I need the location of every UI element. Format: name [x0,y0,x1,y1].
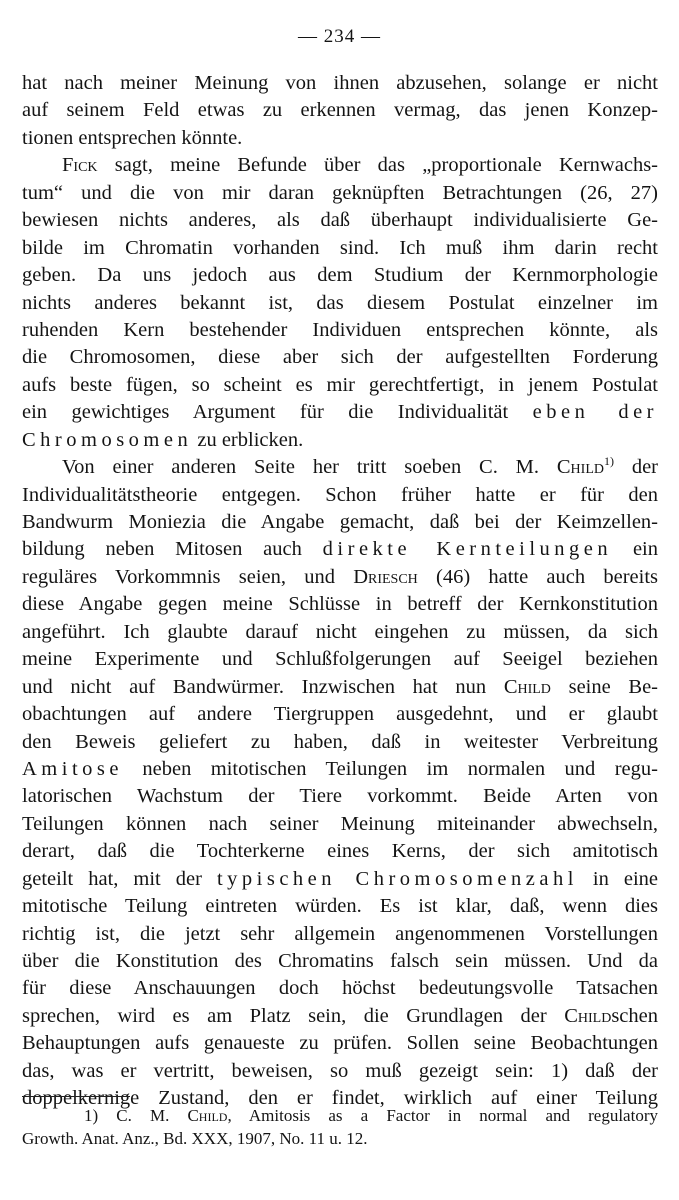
text-span: 1) C. M. [84,1106,188,1125]
spaced-emphasis: typischen Chromosomenzahl [216,867,578,890]
text-line: das, was er vertritt, beweisen, so muß gezeigt sein: 1) daß der [22,1059,658,1082]
text-span: (46) hatte auch bereits [417,565,658,588]
text-line: doppelkernige Zustand, den er findet, wirklich auf einer Teilung [22,1087,658,1110]
text-span: in eine [577,867,658,890]
author-name: Child [564,1004,612,1027]
text-line [22,152,658,179]
text-span: sagt, meine Befunde über das „proportionale Kernwachs- [97,154,658,177]
text-line: die Chromosomen, diese aber sich der aufgestellten Forderung [22,346,658,369]
text-line: diese Angabe gegen meine Schlüsse in betreff der Kernkonstitution [22,593,658,616]
text-line [22,756,658,783]
text-line: ruhenden Kern bestehender Individuen entsprechen könnte, als [22,318,658,341]
author-name: Fick [62,154,98,177]
text-line: tionen entsprechen könnte. [22,126,243,149]
text-line [22,536,658,563]
text-span: Von einer anderen Seite her tritt soeben C. M. [62,456,557,479]
text-line [22,564,658,591]
text-line: angeführt. Ich glaubte darauf nicht eingehen zu müssen, da sich [22,620,658,643]
text-line: latorischen Wachstum der Tiere vorkommt. Beide Arten von [22,785,658,808]
text-span: zu erblicken. [192,428,304,451]
footnote [22,1104,658,1150]
main-text [22,70,658,1113]
footnote-line: Growth. Anat. Anz., Bd. XXX, 1907, No. 11 u. 12. [22,1129,368,1148]
text-line: geben. Da uns jedoch aus dem Studium der Kernmorphologie [22,264,658,287]
text-line [22,674,658,701]
text-span: sprechen, wird es am Platz sein, die Grundlagen der [22,1004,547,1027]
text-span: ein gewichtiges Argument für die Individualität [22,401,533,424]
text-span: schen [611,1004,659,1027]
text-span: und nicht auf Bandwürmer. Inzwischen hat nun [22,675,487,698]
text-span: ein [612,538,658,561]
spaced-emphasis: direkte Kernteilungen [322,538,613,561]
author-name: Child [187,1106,228,1125]
text-span: geteilt hat, mit der [22,867,217,890]
text-line: bewiesen nichts anderes, als daß überhaupt individualisierte Ge- [22,209,658,232]
text-line [22,1003,658,1030]
text-line: bilde im Chromatin vorhanden sind. Ich muß ihm darin recht [22,236,658,259]
text-line: obachtungen auf andere Tiergruppen ausgedehnt, und er glaubt [22,703,658,726]
text-span: der [613,456,658,479]
text-line: derart, daß die Tochterkerne eines Kerns, der sich amitotisch [22,840,658,863]
text-span: seine Be- [550,675,658,698]
text-line: Behauptungen aufs genaueste zu prüfen. Sollen seine Beobachtungen [22,1032,658,1055]
text-span: reguläres Vorkommnis seien, und [22,565,354,588]
text-line: richtig ist, die jetzt sehr allgemein angenommenen Vorstellungen [22,922,658,945]
spaced-emphasis: Chromosomen [22,428,193,451]
author-name: Driesch [353,565,418,588]
text-line: für diese Anschauungen doch höchst bedeutungsvolle Tatsachen [22,977,658,1000]
footnote-line [22,1104,658,1127]
text-span: neben mitotischen Teilungen im normalen und regu- [122,757,658,780]
text-line: Teilungen können nach seiner Meinung miteinander abwechseln, [22,812,658,835]
text-line: Individualitätstheorie entgegen. Schon früher hatte er für den [22,483,658,506]
text-line: den Beweis geliefert zu haben, daß in weitester Verbreitung [22,730,658,753]
text-line: tum“ und die von mir daran geknüpften Betrachtungen (26, 27) [22,181,658,204]
text-line: hat nach meiner Meinung von ihnen abzusehen, solange er nicht [22,72,658,94]
text-line: nichts anderes bekannt ist, das diesem Postulat einzelner im [22,291,658,314]
text-line: mitotische Teilung eintreten würden. Es ist klar, daß, wenn dies [22,895,658,918]
author-name: Child [503,675,551,698]
author-name: Child [556,456,604,479]
text-line: Bandwurm Moniezia die Angabe gemacht, daß bei der Keimzellen- [22,511,658,533]
text-line: meine Experimente und Schlußfolgerungen auf Seeigel beziehen [22,648,658,671]
text-line [22,427,658,454]
spaced-emphasis: Amitose [22,757,123,780]
text-line: aufs beste fügen, so scheint es mir gerechtfertigt, in jenem Postulat [22,373,658,396]
footnote-marker: 1) [603,454,614,469]
text-line [22,399,658,426]
text-span: , Amitosis as a Factor in normal and regulatory [227,1106,658,1125]
text-span: bildung neben Mitosen auch [22,538,323,561]
text-line: über die Konstitution des Chromatins falsch sein müssen. Und da [22,950,658,972]
page-number: — 234 — [298,26,381,47]
text-line: auf seinem Feld etwas zu erkennen vermag, das jenen Konzep- [22,99,658,122]
footnote-divider [22,1096,130,1097]
text-line [22,866,658,893]
spaced-emphasis: eben der [532,401,658,424]
text-line [22,454,658,481]
